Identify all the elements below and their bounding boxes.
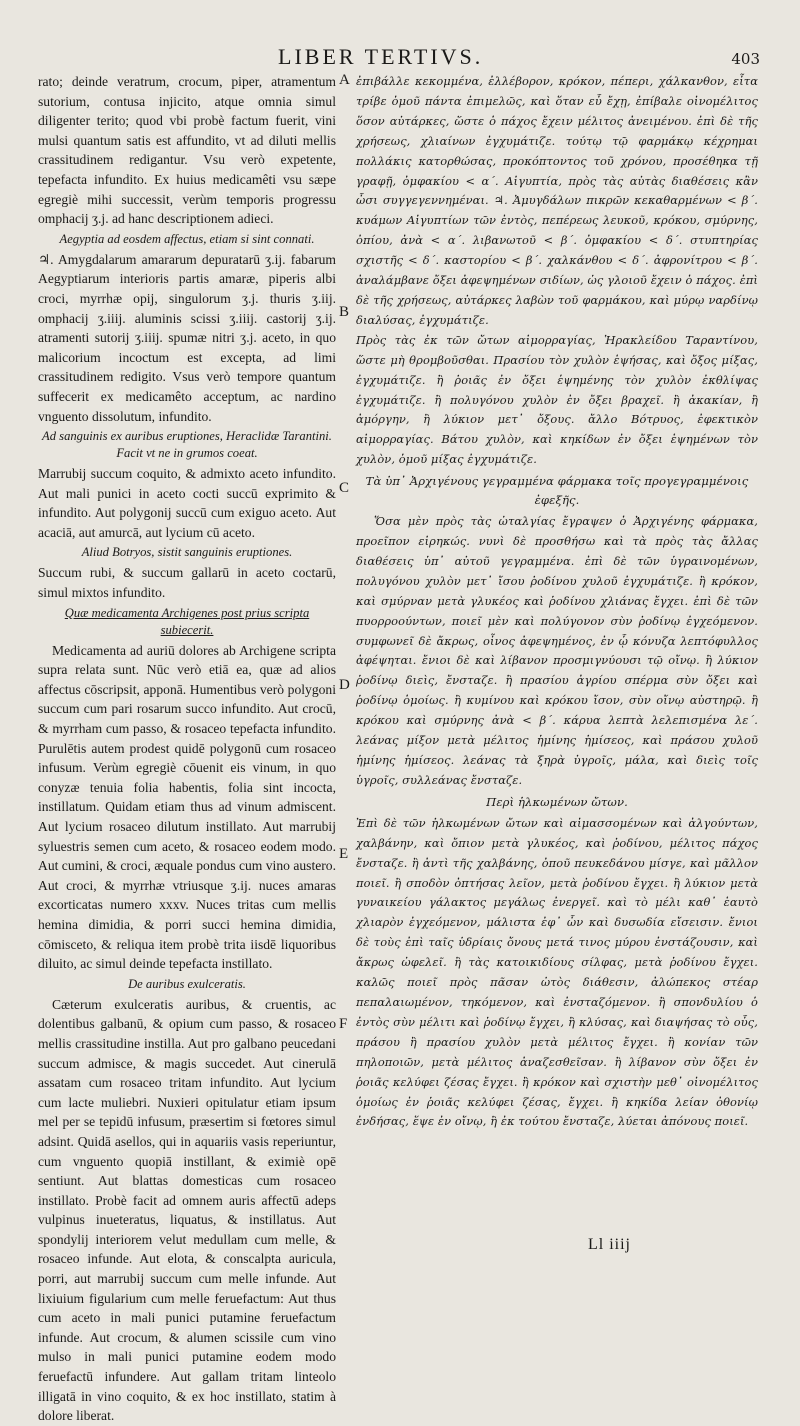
running-title: LIBER TERTIVS. <box>278 44 484 69</box>
side-note: Aegyptia ad eosdem affectus, etiam si sint connati. <box>59 231 315 246</box>
greek-paragraph: Πρὸς τὰς ἐκ τῶν ὤτων αἱμορραγίας, Ἡρακλείδου Ταραντίνου, ὥστε μὴ θρομβοῦσθαι. Πρασίου τὸν χυλὸν ἑψήσας, καὶ ὄξος μίξας, ἐγχυμάτιζε. ἢ ῥοιᾶς ἐν ὄξει ἑψημένης τὸν χυλὸν ἐκθλίψας ἐγχυμάτιζε. ἢ πολυγόνου χυλὸν ἐν ὄξει βραχεῖ. ἢ ἀκακίαν, ἢ ἀμόργην, ἢ λύκιον μετ᾽ ὄξους. ἄλλο Βότρυος, ἐφεκτικὸν αἱμορραγίας. Βάτου χυλὸν, καὶ κηκίδων ἐν ὄξει ἑψημένων τὸν χυλὸν, ὁμοῦ μίξας ἐγχυμάτιζε. <box>356 332 758 467</box>
signature-mark: Ll iiij <box>588 1236 631 1253</box>
section-heading: Quæ medicamenta Archigenes post prius scripta subiecerit. <box>64 605 310 637</box>
latin-paragraph: Cæterum exulceratis auribus, & cruentis, ac dolentibus galbanū, & opium cum passo, & rosaceo mellis crassitudine instilla. Aut pro galbano peucedani succum admisce, & magis succedet. Aut cinerulā assatam cum rosaceo tritam infundito. Aut lycium cum lacte muliebri. Nuxieri opitulatur etiam ipsum mel per se tepidū infusum, præsertim si fœtores simul adsint. Quidā asellos, qui in aquariis vasis reperiuntur, cum vnguento quopiā instillant, & eximiè opē sentiunt. Aut blattas domesticas cum rosaceo instillato. Probè facit ad omnem auris affectū adeps vulpinus inueteratus, liquatus, & instillatus. Aut spondylij interiorem velut medullam cum melle, & rosaceo infunde. Aut elota, & conscalpta auricula, porri, aut marrubij succum cum melle infunde. Aut lixiuium figularium cum melle feruefactum: Aut thus cum aceto in mali punici putamine feruefactum infunde. Aut crocum, & alumen scissile cum vino mulso in mali punici putamine eodem modo feruefactū infundere. Aut gallam tritam linteolo illigatā in vino coquito, & ex hoc instillato, statim à dolore liberat. <box>38 996 336 1424</box>
margin-letter-a: A <box>339 72 350 88</box>
latin-paragraph: Marrubij succum coquito, & admixto aceto infundito. Aut mali punici in aceto cocti succū exprimito & infundito. Aut polygonij succū cum exiguo aceto. Aut acaciā, aut amurcā, aut lycium cū aceto. <box>38 466 336 540</box>
latin-paragraph: Medicamenta ad auriū dolores ab Archigene scripta supra relata sunt. Nūc verò etiā ea, quæ ad alios affectus cōscripsit, apponā. Humentibus verò polygoni succum cum pari rosarum succo infundito. Aut crocū, & myrrham cum passo, & rosaceo tepefacta infundito. Purulētis autem prodest quidē polygonū cum rosaceo infusum. Verùm egregiè cōuenit eis vinum, in quo conyzæ tenuia folia habentis, folia sint incocta, instillatum. Quidam etiam thus ad vinum admiscent. Aut lycium rosaceo dilutum instillato. Aut marrubij syluestris semen cum aceto, & rosaceo eodem modo. Aut cumini, & croci, æquale pondus cum vino austero. Aut croci, & myrrhæ vtriusque ʒ.ij. nuces amaras excorticatas numero xxxv. Nuces tritas cum mellis hemina dimidia, & porri succi hemina dimidia, cōmisceto, & reliqua item probè trita iisdē liquoribus diluito, ac simul deinde tepefacta instillato. <box>38 642 336 972</box>
greek-column <box>356 72 758 1132</box>
margin-letter-b: B <box>339 304 350 320</box>
section-heading: Περὶ ἡλκωμένων ὤτων. <box>486 794 628 809</box>
latin-paragraph: ♃. Amygdalarum amararum depuratarū ʒ.ij. fabarum Aegyptiarum interioris partis amaræ, piperis albi croci, myrrhæ opij, singulorum ʒ.j. thuris ʒ.iij. omphacij ʒ.iiij. aluminis scissi ʒ.iiij. castorij ʒ.ij. atramenti sutorij ʒ.iiij. spumæ nitri ʒ.j. aceto, in quo malicorium incoctum est excepta, ad limi crassitudinem redigito. Vsus verò tempore quantum suffecerit ex medicamêto acceptum, ac nardino vnguento dissolutum, infundito. <box>38 251 336 424</box>
greek-paragraph: Ὅσα μὲν πρὸς τὰς ὠταλγίας ἔγραψεν ὁ Ἀρχιγένης φάρμακα, προεῖπον εἰρηκώς. νυνὶ δὲ προσθήσω καὶ τὰ πρὸς τὰς ἄλλας διαθέσεις ὑπ᾽ αὐτοῦ γεγραμμένα. ἐπὶ δὲ τῶν ὑγραινομένων, πολυγόνου χυλὸν μετ᾽ ἴσου ῥοδίνου χυλοῦ ἐγχυμάτιζε. ἢ κρόκον, καὶ σμύρναν μετὰ γλυκέος καὶ ῥοδίνου χλιάνας ἔγχει. ἐπὶ δὲ τῶν πυορροούντων, ποιεῖ μὲν καὶ πολύγονον σὺν ῥοδίνῳ ἐγχεόμενον. συμφωνεῖ δὲ ἄκρως, οἶνος ἀφεψημένος, ἐν ᾧ κόνυζα λεπτόφυλλος ἀφέψηται. ἔνιοι δὲ καὶ λίβανον προσμιγνύουσι τῷ οἴνῳ. ἢ λύκιον ῥοδίνῳ διεὶς, ἔνσταζε. ἢ πρασίου ἀγρίου σπέρμα σὺν ὄξει καὶ ῥοδίνῳ ὁμοίως. ἢ κυμίνου καὶ κρόκου ἴσον, σὺν οἴνῳ αὐστηρῷ. ἢ κρόκου καὶ σμύρνης ἀνὰ < β΄. κάρυα λεπτὰ λελεπισμένα λε΄. λεάνας μίξον μετὰ μέλιτος ἡμίνης ἡμίσεος, καὶ πράσου χυλοῦ ἡμίνης ἡμίσεος. λεάνας τὰ ξηρὰ ὑγροῖς, μάλα, καὶ διεὶς τοῖς ὑγροῖς, συλλεάνας ἔνσταζε. <box>356 514 758 787</box>
margin-letters <box>339 72 355 1172</box>
latin-paragraph: Succum rubi, & succum gallarū in aceto coctarū, simul mixtos infundito. <box>38 565 336 601</box>
section-heading: Τὰ ὑπ᾽ Ἀρχιγένους γεγραμμένα φάρμακα τοῖς προγεγραμμένοις ἐφεξῆς. <box>365 474 749 508</box>
greek-paragraph: Ἐπὶ δὲ τῶν ἡλκωμένων ὤτων καὶ αἱμασσομένων καὶ ἀλγούντων, χαλβάνην, καὶ ὄπιον μετὰ γλυκέος, καὶ ῥοδίνου, μέλιτος πάχος ἔνσταζε. ἢ ἀντὶ τῆς χαλβάνης, ὀποῦ πευκεδάνου μίσγε, καὶ μᾶλλον ποιεῖ. ἢ σποδὸν ὀπτήσας λεῖον, μετὰ ῥοδίνου ἔγχει. ἢ λύκιον μετὰ γυναικείου γάλακτος μεγάλως ἐνεργεῖ. καὶ τὸ μέλι καθ᾽ ἑαυτὸ χλιαρὸν ἐγχεόμενον, μάλιστα ἐφ᾽ ὧν καὶ δυσωδία εἴσεισιν. ἔνιοι δὲ τοὺς ἐπὶ ταῖς ὑδρίαις ὄνους μετά τινος μύρου ἐνστάζουσιν, καὶ ἄκρως ὠφελεῖ. ἢ τὰς κατοικιδίους σίλφας, μετὰ ῥοδίνου ἔγχει. καλῶς ποιεῖ πρὸς πᾶσαν ὠτὸς διάθεσιν, ἀλώπεκος στέαρ πεπαλαιωμένον, τηκόμενον, καὶ ἐνσταζόμενον. ἢ σπονδυλίου ὁ ἐντὸς σὺν μέλιτι καὶ ῥοδίνῳ ἔγχει, ἢ κλύσας, καὶ διαψήσας τὸ οὖς, πράσου ἢ πρασίου χυλὸν μετὰ μέλιτος ἔγχει. ἢ κονίαν τῶν πηλοποιῶν, μετὰ μέλιτος ἀναζεσθεῖσαν. ἢ λίβανον σὺν ὄξει ἐν ῥοιᾶς κελύφει ζέσας ἔγχει. ἢ κρόκον καὶ σχιστὴν μεθ᾽ οἰνομέλιτος ὁμοίως ἐν ῥοιᾶς κελύφει ζέσας, ἔγχει. ἢ κηκίδα λείαν ὀθονίῳ ἐνδήσας, ἕψε ἐν οἴνῳ, ἢ ἐκ τούτου ἔνσταζε, λύεται ἀπόνους ποιεῖ. <box>356 815 758 1129</box>
section-heading: De auribus exulceratis. <box>128 976 246 991</box>
margin-letter-c: C <box>339 480 350 496</box>
side-note: Ad sanguinis ex auribus eruptiones, Heraclidæ Tarantini. Facit vt ne in grumos coeat. <box>42 429 332 461</box>
running-header <box>0 44 800 70</box>
side-note: Aliud Botryos, sistit sanguinis eruptiones. <box>81 545 293 560</box>
margin-letter-e: E <box>339 846 349 862</box>
page-number: 403 <box>731 50 760 68</box>
greek-paragraph: ἐπιβάλλε κεκομμένα, ἐλλέβορον, κρόκον, πέπερι, χάλκανθον, εἶτα τρίβε ὁμοῦ πάντα ἐπιμελῶς, καὶ ὅταν εὖ ἔχῃ, ἐπίβαλε οἰνομέλιτος ὅσον αὐτάρκες, ὥστε ὁ πάχος ἔχειν μέλιτος ἀνειμένου. ἐπὶ δὲ τῆς χρήσεως, χλιαίνων ἐγχυμάτιζε. τούτῳ τῷ φαρμάκῳ κέχρημαι πολλάκις κατορθώσας, προκόπτοντος τοῦ χρόνου, προσέθηκα τῇ γραφῇ, ὀμφακίου < α΄. Αἰγυπτία, πρὸς τὰς αὐτὰς διαθέσεις κἂν ὦσι συγγεγεννημέναι. ♃. Ἀμυγδάλων πικρῶν κεκαθαρμένων < β΄. κυάμων Αἰγυπτίων τῶν ἐντὸς, πεπέρεως λευκοῦ, κρόκου, σμύρνης, ὀπίου, ἀνὰ < α΄. λιβανωτοῦ < β΄. ὀμφακίου < δ΄. στυπτηρίας σχιστῆς < δ΄. καστορίου < β΄. χαλκάνθου < δ΄. ἀφρονίτρου < β΄. ἀναλάμβανε ὄξει ἀφεψημένων σιδίων, ὡς γλοιοῦ ἔχειν ὁ πάχος. ἐπὶ δὲ τῆς χρήσεως, αὐτάρκες λαβὼν τοῦ φαρμάκου, καὶ μύρῳ ναρδίνῳ διαλύσας, ἐγχυμάτιζε. <box>356 74 758 327</box>
latin-column <box>38 72 336 1426</box>
margin-letter-d: D <box>339 677 350 693</box>
latin-paragraph: rato; deinde veratrum, crocum, piper, atramentum sutorium, contusa injicito, atque omnia simul diligenter terito; quod vbi probè factum fuerit, vini mulsi quantum satis est affundito, vt ad diluti mellis crassitudinem redigantur. Vsu verò expetente, tepefacta infundito. Ex huius medicamêti vsu sæpe egregiè mihi successit, verùm temporis progressu omphacij ʒ.j. ad hanc descriptionem adieci. <box>38 74 336 227</box>
margin-letter-f: F <box>339 1016 348 1032</box>
